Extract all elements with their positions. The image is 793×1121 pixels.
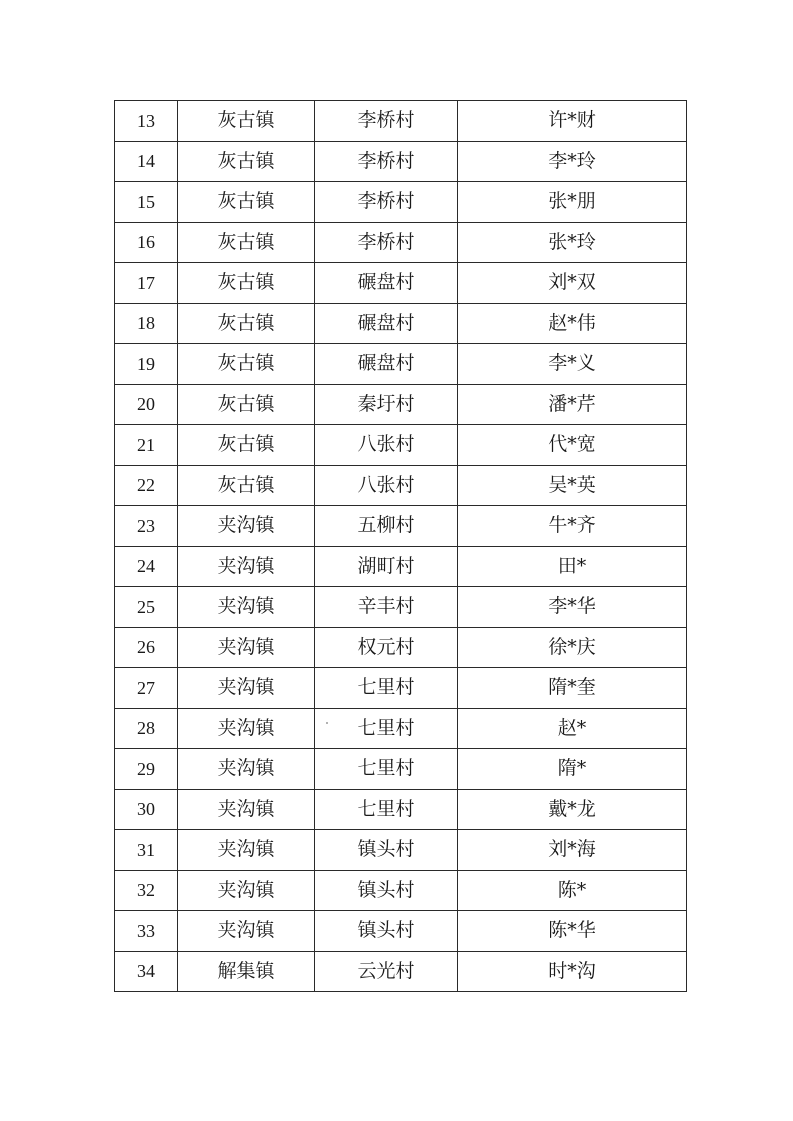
name-cell: 牛*齐 — [458, 506, 687, 547]
row-number-cell: 22 — [115, 465, 178, 506]
village-cell: 七里村 — [315, 708, 458, 749]
table-row — [115, 546, 687, 587]
name-cell: 刘*双 — [458, 263, 687, 304]
name-cell: 许*财 — [458, 101, 687, 142]
table-row — [115, 182, 687, 223]
town-cell: 夹沟镇 — [178, 506, 315, 547]
table-row — [115, 668, 687, 709]
name-cell: 李*华 — [458, 587, 687, 628]
town-cell: 灰古镇 — [178, 141, 315, 182]
village-cell: 权元村 — [315, 627, 458, 668]
table-row — [115, 141, 687, 182]
village-cell: 李桥村 — [315, 222, 458, 263]
village-cell: 七里村 — [315, 749, 458, 790]
table-row — [115, 911, 687, 952]
town-cell: 灰古镇 — [178, 465, 315, 506]
town-cell: 灰古镇 — [178, 263, 315, 304]
village-cell: 李桥村 — [315, 101, 458, 142]
row-number-cell: 16 — [115, 222, 178, 263]
town-cell: 夹沟镇 — [178, 749, 315, 790]
village-cell: 云光村 — [315, 951, 458, 992]
town-cell: 夹沟镇 — [178, 546, 315, 587]
table-row — [115, 263, 687, 304]
table-row — [115, 344, 687, 385]
village-cell: 碾盘村 — [315, 263, 458, 304]
row-number-cell: 23 — [115, 506, 178, 547]
row-number-cell: 30 — [115, 789, 178, 830]
name-cell: 时*沟 — [458, 951, 687, 992]
village-cell: 七里村 — [315, 789, 458, 830]
row-number-cell: 33 — [115, 911, 178, 952]
table-row — [115, 222, 687, 263]
village-cell: 辛丰村 — [315, 587, 458, 628]
name-cell: 代*宽 — [458, 425, 687, 466]
name-cell: 隋* — [458, 749, 687, 790]
row-number-cell: 15 — [115, 182, 178, 223]
table-row — [115, 749, 687, 790]
row-number-cell: 28 — [115, 708, 178, 749]
table-row — [115, 303, 687, 344]
village-cell: 八张村 — [315, 425, 458, 466]
name-cell: 张*朋 — [458, 182, 687, 223]
row-number-cell: 29 — [115, 749, 178, 790]
roster-table — [114, 100, 687, 992]
name-cell: 田* — [458, 546, 687, 587]
name-cell: 陈* — [458, 870, 687, 911]
row-number-cell: 19 — [115, 344, 178, 385]
row-number-cell: 27 — [115, 668, 178, 709]
village-cell: 镇头村 — [315, 911, 458, 952]
town-cell: 灰古镇 — [178, 303, 315, 344]
town-cell: 夹沟镇 — [178, 870, 315, 911]
village-cell: 八张村 — [315, 465, 458, 506]
name-cell: 李*义 — [458, 344, 687, 385]
row-number-cell: 18 — [115, 303, 178, 344]
table-row — [115, 506, 687, 547]
village-cell: 秦圩村 — [315, 384, 458, 425]
row-number-cell: 26 — [115, 627, 178, 668]
village-cell: 李桥村 — [315, 182, 458, 223]
row-number-cell: 31 — [115, 830, 178, 871]
town-cell: 灰古镇 — [178, 344, 315, 385]
town-cell: 夹沟镇 — [178, 830, 315, 871]
scan-speck — [326, 722, 328, 724]
name-cell: 隋*奎 — [458, 668, 687, 709]
table-row — [115, 465, 687, 506]
name-cell: 陈*华 — [458, 911, 687, 952]
row-number-cell: 13 — [115, 101, 178, 142]
town-cell: 灰古镇 — [178, 384, 315, 425]
village-cell: 湖町村 — [315, 546, 458, 587]
table-row — [115, 830, 687, 871]
name-cell: 吴*英 — [458, 465, 687, 506]
table-row — [115, 425, 687, 466]
town-cell: 夹沟镇 — [178, 668, 315, 709]
village-cell: 七里村 — [315, 668, 458, 709]
town-cell: 灰古镇 — [178, 182, 315, 223]
table-row — [115, 587, 687, 628]
village-cell: 镇头村 — [315, 870, 458, 911]
name-cell: 赵* — [458, 708, 687, 749]
table-row — [115, 870, 687, 911]
town-cell: 灰古镇 — [178, 101, 315, 142]
row-number-cell: 32 — [115, 870, 178, 911]
town-cell: 灰古镇 — [178, 425, 315, 466]
row-number-cell: 24 — [115, 546, 178, 587]
table-row — [115, 951, 687, 992]
table-row — [115, 384, 687, 425]
name-cell: 张*玲 — [458, 222, 687, 263]
name-cell: 徐*庆 — [458, 627, 687, 668]
table-row — [115, 101, 687, 142]
table-row — [115, 789, 687, 830]
village-cell: 碾盘村 — [315, 344, 458, 385]
roster-table-body — [115, 101, 687, 992]
name-cell: 潘*芹 — [458, 384, 687, 425]
village-cell: 李桥村 — [315, 141, 458, 182]
town-cell: 夹沟镇 — [178, 587, 315, 628]
row-number-cell: 25 — [115, 587, 178, 628]
town-cell: 解集镇 — [178, 951, 315, 992]
table-row — [115, 627, 687, 668]
row-number-cell: 14 — [115, 141, 178, 182]
name-cell: 戴*龙 — [458, 789, 687, 830]
town-cell: 夹沟镇 — [178, 708, 315, 749]
row-number-cell: 17 — [115, 263, 178, 304]
row-number-cell: 20 — [115, 384, 178, 425]
name-cell: 赵*伟 — [458, 303, 687, 344]
name-cell: 李*玲 — [458, 141, 687, 182]
town-cell: 夹沟镇 — [178, 911, 315, 952]
table-row — [115, 708, 687, 749]
row-number-cell: 21 — [115, 425, 178, 466]
village-cell: 碾盘村 — [315, 303, 458, 344]
village-cell: 五柳村 — [315, 506, 458, 547]
town-cell: 灰古镇 — [178, 222, 315, 263]
row-number-cell: 34 — [115, 951, 178, 992]
town-cell: 夹沟镇 — [178, 789, 315, 830]
town-cell: 夹沟镇 — [178, 627, 315, 668]
name-cell: 刘*海 — [458, 830, 687, 871]
village-cell: 镇头村 — [315, 830, 458, 871]
